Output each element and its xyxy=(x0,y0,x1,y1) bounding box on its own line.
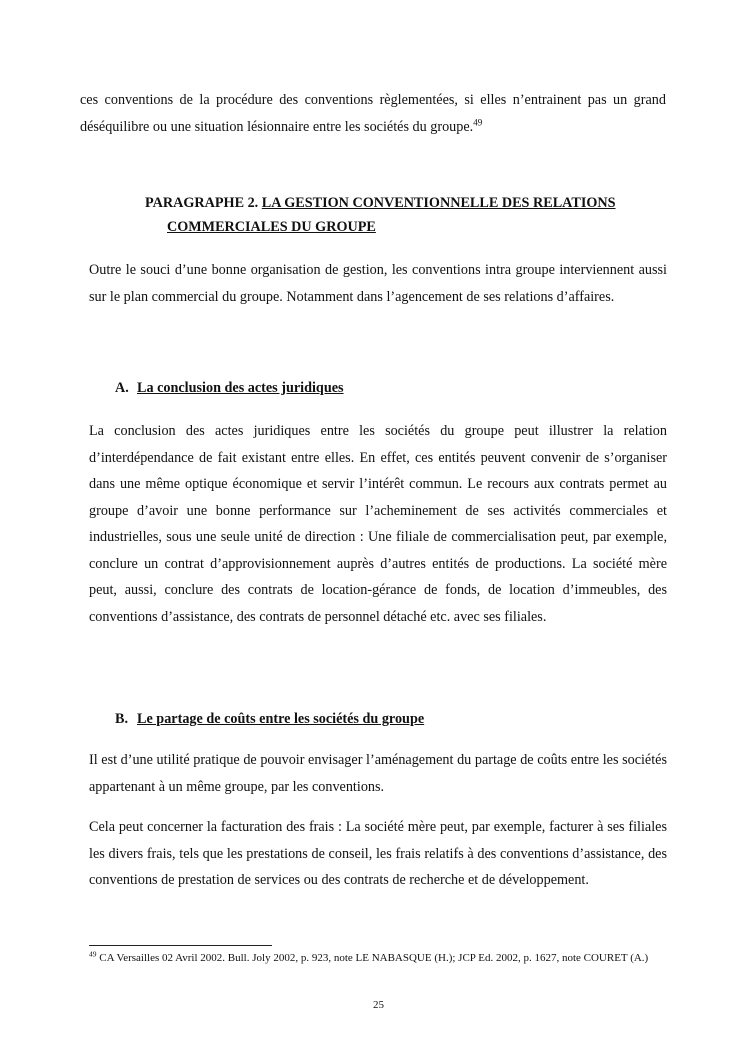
section-a-title: La conclusion des actes juridiques xyxy=(137,380,344,396)
paragraph-title-line1: LA GESTION CONVENTIONNELLE DES RELATIONS xyxy=(261,195,616,211)
intro-text: ces conventions de la procédure des conventions règlementées, si elles n’entrainent pas un grand déséquilibre ou une situation lésionnaire entre les sociétés du groupe. xyxy=(80,92,666,135)
section-b-title: Le partage de coûts entre les sociétés du groupe xyxy=(137,711,425,727)
footnote-ref[interactable]: 49 xyxy=(473,116,483,127)
paragraph-label: PARAGRAPHE 2. xyxy=(145,195,259,211)
footnote-text: CA Versailles 02 Avril 2002. Bull. Joly 2002, p. 923, note LE NABASQUE (H.); JCP Ed. 2002, p. 1627, note COURET (A.) xyxy=(96,952,649,964)
footnote-separator xyxy=(89,945,272,946)
paragraph-heading xyxy=(145,191,667,239)
footnote xyxy=(89,950,667,966)
section-b-letter: B. xyxy=(115,711,129,727)
section-b-body-2: Cela peut concerner la facturation des frais : La société mère peut, par exemple, facturer à ses filiales les divers frais, tels que les prestations de conseil, les frais relatifs à des conventions d’assistance, des conventions de prestation de services ou des contrats de recherche et de développement. xyxy=(89,819,667,888)
page-number: 25 xyxy=(373,999,384,1011)
paragraph-intro-text: Outre le souci d’une bonne organisation de gestion, les conventions intra groupe interviennent aussi sur le plan commercial du groupe. Notamment dans l’agencement de ses relations d’affaires. xyxy=(89,262,667,305)
footnote-number: 49 xyxy=(89,949,97,959)
paragraph-title-line2: COMMERCIALES DU GROUPE xyxy=(167,219,376,235)
section-b-body-1: Il est d’une utilité pratique de pouvoir envisager l’aménagement du partage de coûts entre les sociétés appartenant à un même groupe, par les conventions. xyxy=(89,752,667,795)
intro-paragraph xyxy=(80,87,666,140)
section-a-body: La conclusion des actes juridiques entre les sociétés du groupe peut illustrer la relation d’interdépendance de fait existant entre elles. En effet, ces entités peuvent convenir de s’organiser dans une même optique économique et servir l’intérêt commun. Le recours aux contrats permet au groupe d’avoir une bonne performance sur l’acheminement de ses activités commerciales et industrielles, sous une seule unité de direction : Une filiale de commercialisation peut, par exemple, conclure un contrat d’approvisionnement auprès d’autres entités de productions. La société mère peut, aussi, conclure des contrats de location-gérance de fonds, de location d’immeubles, des conventions d’assistance, des contrats de personnel détaché etc. avec ses filiales. xyxy=(89,423,667,625)
section-b-heading xyxy=(115,709,424,729)
section-a-letter: A. xyxy=(115,380,129,396)
section-a-heading xyxy=(115,378,344,398)
